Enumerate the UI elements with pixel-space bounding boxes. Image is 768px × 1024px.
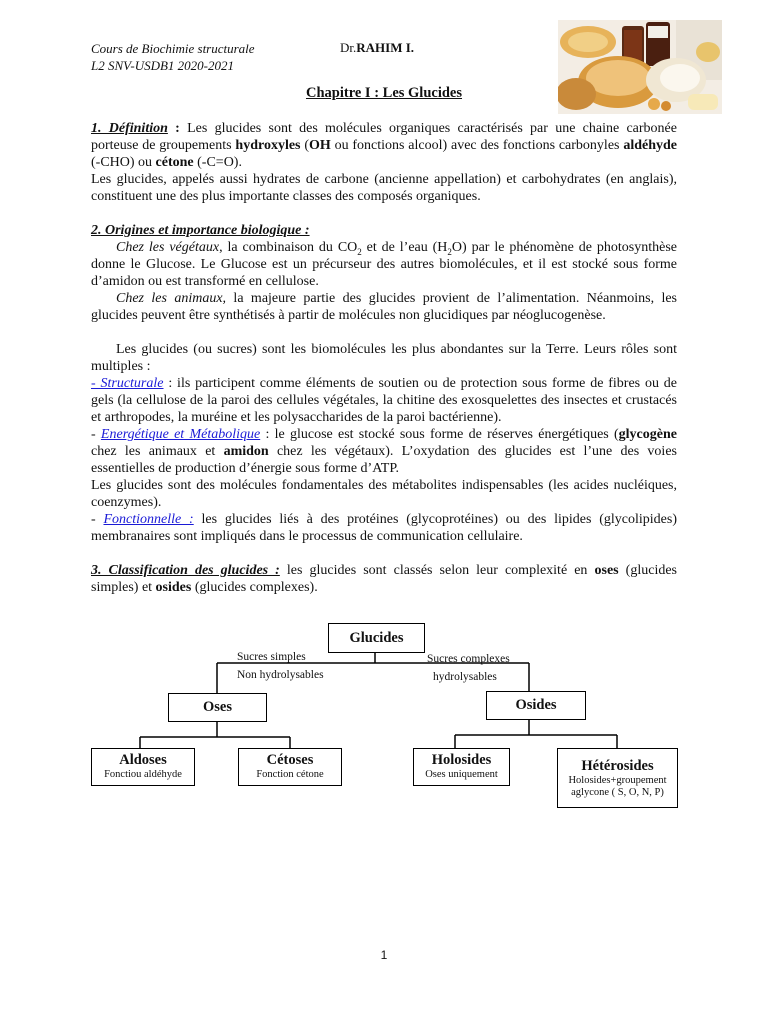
node-osides [486,691,586,720]
course-header [91,40,255,74]
node-heterosides-label: Hétérosides [581,758,654,774]
term-glycogene: glycogène [618,427,677,442]
structural-link[interactable]: - Structurale [91,376,164,391]
node-holosides [413,748,510,786]
vegetal-lead: Chez les végétaux [116,240,220,255]
bullet-dash: - [91,427,101,442]
page-number: 1 [380,948,388,962]
term-amidon: amidon [223,444,269,459]
term-osides: osides [155,580,192,595]
chapter-title: Chapitre I : Les Glucides [305,85,463,101]
vegetal-text: O) par le phénomène de photosynthèse donne le Glucose. Le Glucose est un précurseur des autres biomolécules, et il est stocké sous forme d’amidon ou est transformé en cellulose. [91,240,677,289]
classification-text: les glucides sont classés selon leur complexité en [279,563,595,578]
role-functional [91,511,677,545]
definition-text: (-CHO) ou [91,155,156,170]
node-cetoses [238,748,342,786]
node-holosides-sub: Oses uniquement [425,769,498,780]
bullet-dash: - [91,512,104,527]
definition-colon: : [167,121,188,136]
role-energy [91,426,677,477]
label-sucres-complexes: Sucres complexes [427,653,510,665]
author [340,40,414,56]
definition-text: (-C=O). [193,155,242,170]
animal-paragraph [91,290,677,324]
term-aldehyde: aldéhyde [623,138,677,153]
animal-text: la majeure partie des glucides provient de l’alimentation. Néanmoins, les glucides peuvent être synthétisés à partir de molécules non glucidiques par néoglucogenèse. [91,291,678,323]
origins-heading: 2. Origines et importance biologique : [91,223,310,238]
classification-text: (glucides simples) et [91,563,677,595]
classification-text: (glucides complexes). [191,580,318,595]
metabolite-paragraph: Les glucides sont des molécules fondamentales des métabolites indispensables (les acides nucléiques, coenzymes). [91,478,677,510]
classification-paragraph [91,562,677,596]
term-oses: oses [594,563,619,578]
vegetal-text: , la combinaison du CO [219,240,358,255]
node-heterosides [557,748,678,808]
definition-paragraph-2: Les glucides, appelés aussi hydrates de carbone (ancienne appellation) et carbohydrates (en anglais), constituent une des plus importante classes des composés organiques. [91,172,677,204]
node-oses [168,693,267,722]
node-cetoses-label: Cétoses [266,752,314,768]
label-hydrolysables: hydrolysables [433,671,497,683]
node-heterosides-sub: Holosides+groupement [568,775,667,786]
energy-text: chez les animaux et [91,444,224,459]
energy-link[interactable]: Energétique et Métabolique [100,427,261,442]
author-name: RAHIM I. [356,40,415,55]
definition-text: Les glucides sont des molécules organiques caractérisés par une chaine carbonée porteuse de groupements [91,121,677,153]
subscript: 2 [447,246,452,257]
node-holosides-label: Holosides [431,752,492,768]
definition-text: ou fonctions alcool) avec des fonctions carbonyles [330,138,624,153]
label-non-hydrolysables: Non hydrolysables [237,669,324,681]
node-aldoses-sub: Fonctiou aldéhyde [104,769,182,780]
node-cetoses-sub: Fonction cétone [256,769,324,780]
vegetal-text: et de l’eau (H [361,240,448,255]
definition-heading: 1. Définition [91,121,168,136]
definition-paragraph [91,120,677,171]
role-structural [91,375,677,426]
term-oh: OH [308,138,331,153]
functional-text: les glucides liés à des protéines (glycoprotéines) ou des lipides (glycolipides) membranaires sont impliqués dans le processus de communication cellulaire. [91,512,677,544]
definition-text: ( [300,138,309,153]
term-cetone: cétone [155,155,194,170]
node-heterosides-sub: aglycone ( S, O, N, P) [571,787,664,798]
label-sucres-simples: Sucres simples [237,651,306,663]
course-year: L2 SNV-USDB1 2020-2021 [91,58,234,73]
document-body [91,120,677,596]
animal-lead: Chez les animaux, [116,291,227,306]
classification-heading: 3. Classification des glucides : [91,563,280,578]
functional-link[interactable]: Fonctionnelle : [103,512,194,527]
term-hydroxyles: hydroxyles [235,138,301,153]
roles-intro: Les glucides (ou sucres) sont les biomolécules les plus abondantes sur la Terre. Leurs rôles sont multiples : [91,342,677,374]
node-osides-label: Osides [515,697,557,713]
structural-text: : ils participent comme éléments de soutien ou de protection sous forme de fibres ou de gels (la cellulose de la paroi des cellules végétales, la chitine des exosquelettes des insectes et crustacés et arthropodes, la muréine et les polysaccharides de la paroi bactérienne). [91,376,678,425]
subscript: 2 [357,246,362,257]
node-glucides-label: Glucides [349,630,404,646]
vegetal-paragraph [91,239,677,290]
node-aldoses-label: Aldoses [119,752,167,768]
energy-text: chez les végétaux). L’oxydation des glucides est l’une des voies essentielles de production d’énergie sous forme d’ATP. [91,444,677,476]
course-name: Cours de Biochimie structurale [91,41,255,56]
node-aldoses [91,748,195,786]
author-prefix: Dr. [340,40,357,55]
node-oses-label: Oses [203,699,232,715]
node-glucides [328,623,425,653]
energy-text: : le glucose est stocké sous forme de réserves énergétiques ( [260,427,619,442]
